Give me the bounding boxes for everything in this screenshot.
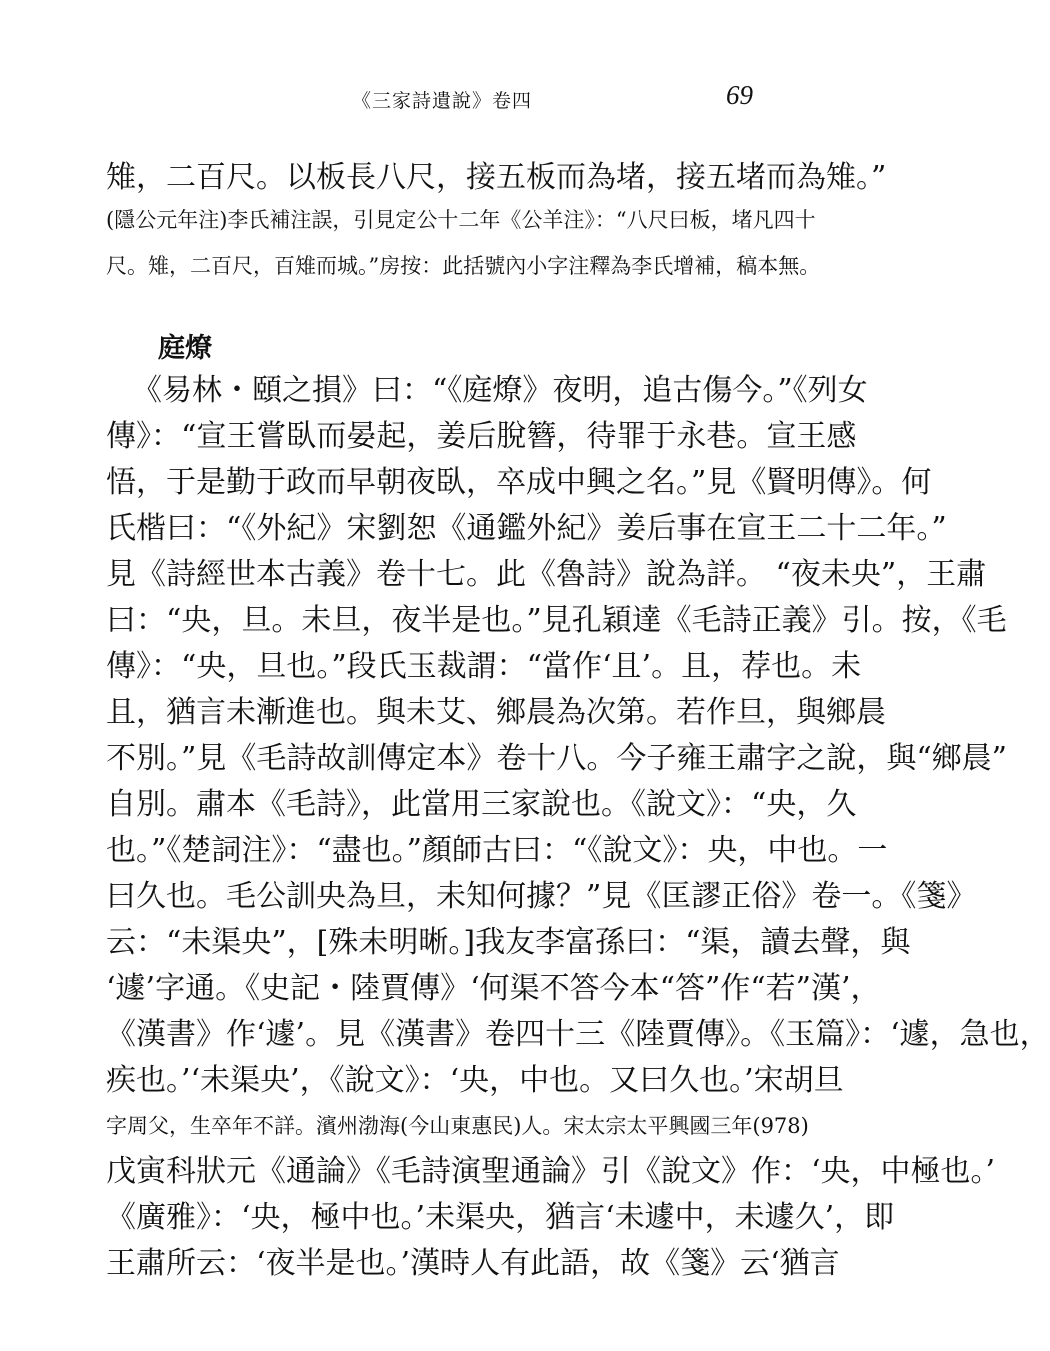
text-line: 疾也。’‘未渠央’，《說文》：‘央，中也。又曰久也。’宋胡旦 (106, 1063, 844, 1098)
text-line: 曰：“央，旦。未旦，夜半是也。”見孔穎達《毛詩正義》引。按，《毛 (106, 603, 1007, 638)
text-line: 且，猶言未漸進也。與未艾、鄉晨為次第。若作旦，與鄉晨 (106, 695, 886, 730)
text-line: 雉，二百尺。以板長八尺，接五板而為堵，接五堵而為雉。” (106, 160, 887, 195)
text-line: 曰久也。毛公訓央為旦，未知何據？”見《匡謬正俗》卷一。《箋》 (106, 879, 977, 914)
note-line: 字周父，生卒年不詳。濱州渤海(今山東惠民)人。宋太宗太平興國三年(978) (106, 1114, 809, 1138)
text-line: 《廣雅》：‘央，極中也。’未渠央，猶言‘未遽中，未遽久’，即 (106, 1200, 895, 1235)
page-number: 69 (726, 80, 753, 110)
running-head: 《三家詩遺說》卷四 (352, 90, 533, 112)
text-line: 傳》：“宣王嘗臥而晏起，姜后脫簪，待罪于永巷。宣王感 (106, 419, 857, 454)
note-line: (隱公元年注)李氏補注誤，引見定公十二年《公羊注》：“八尺曰板，堵凡四十 (106, 208, 816, 232)
section-heading: 庭燎 (158, 333, 212, 364)
page-header (0, 80, 900, 116)
text-line: 不別。”見《毛詩故訓傳定本》卷十八。今子雍王肅字之說，與“鄉晨” (106, 741, 1008, 776)
text-line: 見《詩經世本古義》卷十七。此《魯詩》說為詳。 “夜未央”，王肅 (106, 557, 987, 592)
text-line: 《易林・頤之損》曰：“《庭燎》夜明，追古傷今。”《列女 (132, 373, 868, 408)
text-line: 自別。肅本《毛詩》，此當用三家說也。《說文》：“央，久 (106, 787, 857, 822)
text-line: 云：“未渠央”，[殊未明晰。]我友李富孫曰：“渠，讀去聲，與 (106, 925, 911, 960)
text-line: 氏楷曰：“《外紀》宋劉恕《通鑑外紀》姜后事在宣王二十二年。” (106, 511, 947, 546)
text-line: 悟，于是勤于政而早朝夜臥，卒成中興之名。”見《賢明傳》。何 (106, 465, 932, 500)
note-line: 尺。雉，二百尺，百雉而城。”房按：此括號內小字注釋為李氏增補，稿本無。 (106, 254, 821, 278)
text-line: 也。”《楚詞注》：“盡也。”顏師古曰：“《說文》：央，中也。一 (106, 833, 888, 868)
text-line: 《漢書》作‘遽’。見《漢書》卷四十三《陸賈傳》。《玉篇》：‘遽，急也， (106, 1017, 1050, 1052)
text-line: 傳》：“央，旦也。”段氏玉裁謂：“當作‘且’。且，荐也。未 (106, 649, 862, 684)
text-line: ‘遽’字通。《史記・陸賈傳》‘何渠不答今本“答”作“若”漢’， (106, 971, 881, 1006)
text-line: 王肅所云：‘夜半是也。’漢時人有此語，故《箋》云‘猶言 (106, 1246, 840, 1281)
text-line: 戊寅科狀元《通論》《毛詩演聖通論》引《說文》作：‘央，中極也。’ (106, 1154, 996, 1189)
